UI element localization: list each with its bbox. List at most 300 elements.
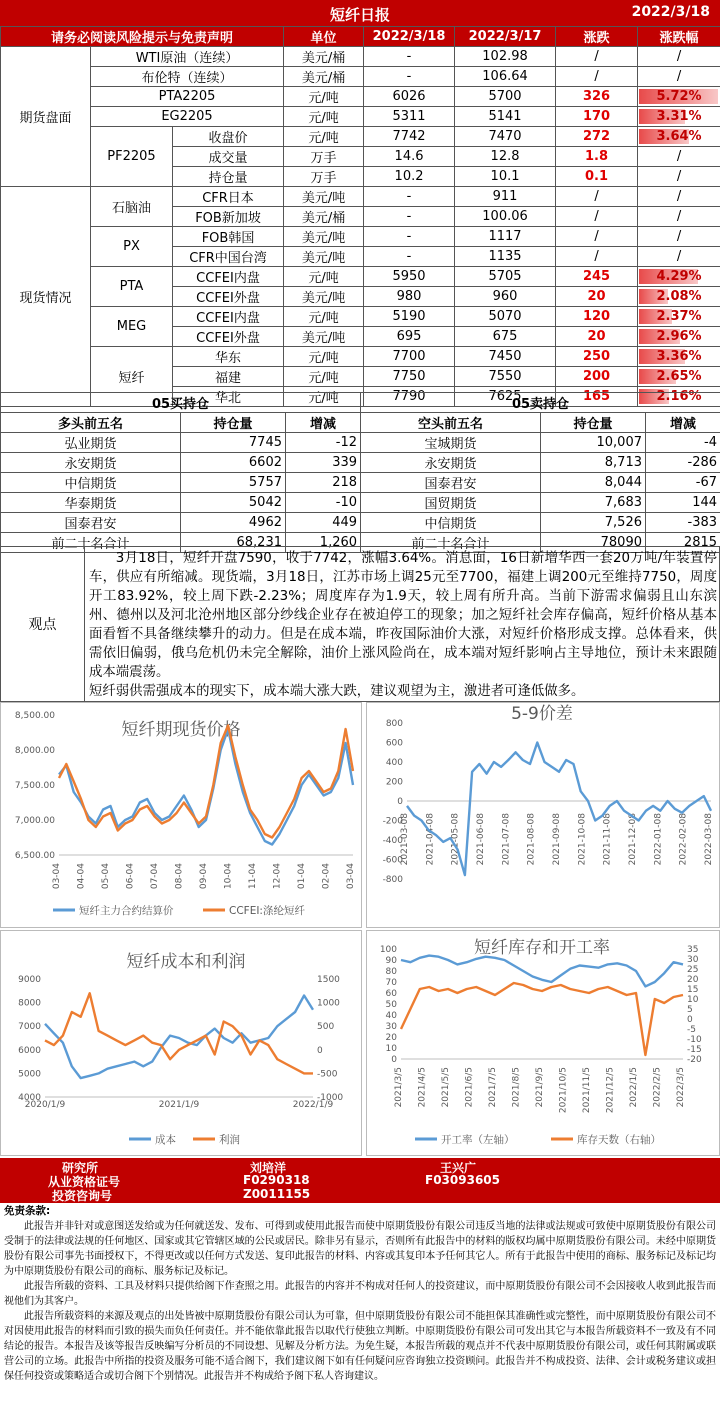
value-change: 272	[556, 127, 638, 147]
item-unit: 元/吨	[284, 307, 364, 327]
position-row	[361, 493, 720, 513]
value-change: /	[556, 47, 638, 67]
value-change: 165	[556, 387, 638, 407]
item-name: WTI原油（连续）	[91, 47, 284, 67]
y-tick-label: 70	[385, 978, 397, 988]
pct-bar-cell	[638, 327, 720, 347]
legend-label: 利润	[219, 1134, 240, 1146]
value-date2: 7550	[455, 367, 556, 387]
position-row	[361, 453, 720, 473]
member-name: 华泰期货	[1, 493, 181, 513]
x-tick-label: 2021-08-08	[526, 813, 537, 866]
x-tick-label: 06-04	[125, 863, 136, 890]
long-h2: 持仓量	[181, 413, 286, 433]
value-date2: 960	[455, 287, 556, 307]
pct-text: 3.36%	[656, 349, 702, 364]
value-date2: 7625	[455, 387, 556, 407]
y2-tick-label: 1000	[317, 998, 340, 1009]
value-change: 170	[556, 107, 638, 127]
chart-futures-spot	[0, 702, 362, 928]
x-tick-label: 2021-05-08	[450, 813, 461, 866]
x-tick-label: 2021/9/5	[535, 1067, 545, 1108]
position-qty: 5042	[181, 493, 286, 513]
y-tick-label: 10	[385, 1044, 397, 1054]
view-paragraph-1: 3月18日，短纤开盘7590，收于7742，涨幅3.64%。消息面，16日新增华西一套20万吨/年装置停车，供应有所缩减。现货端，3月18日，江苏市场上调25元至7700，福建上调200元至维持7750，周度开工83.92%，较上周下跌-2.23%；周度库存为1.9天，较上周有所升高。当前下游需求偏弱且山东滨州、德州以及河北沧州地区部分纱线企业存在被迫停工的现象；加之短纤社会库存偏高，短纤价格从基本面看暂不具备继续攀升的动力。但是在成本端，昨夜国际油价大涨，对短纤价格形成支撑。总体看来，供需依旧偏弱，俄乌危机仍未完全解除，油价上涨风险尚在，成本端对短纤影响占主导地位，预计未来跟随成本端震荡。	[89, 551, 717, 680]
position-qty: 8,713	[541, 453, 646, 473]
value-date2: 102.98	[455, 47, 556, 67]
y-tick-label: 800	[385, 719, 403, 729]
x-tick-label: 2021-09-08	[552, 813, 562, 866]
item-unit: 美元/吨	[284, 187, 364, 207]
subgroup-label: PF2205	[91, 127, 173, 187]
value-date2: 7450	[455, 347, 556, 367]
y-tick-label: 50	[385, 1000, 397, 1010]
position-change: 2815	[646, 533, 720, 553]
analyst-a-inv: Z0011155	[243, 1187, 311, 1201]
legend-label: 短纤主力合约结算价	[79, 905, 174, 917]
y-tick-label: 8000	[18, 998, 41, 1009]
item-name: 收盘价	[173, 127, 284, 147]
value-change: /	[556, 227, 638, 247]
x-tick-label: 2021-10-08	[577, 813, 588, 866]
view-text	[89, 549, 717, 701]
disclaimer	[0, 1203, 720, 1408]
item-name: CCFEI内盘	[173, 307, 284, 327]
pct-bar-cell	[638, 127, 720, 147]
item-name: CCFEI外盘	[173, 287, 284, 307]
x-tick-label: 2022/2/5	[652, 1067, 663, 1108]
risk-notice: 请务必阅读风险提示与免责声明	[1, 27, 284, 47]
x-tick-label: 2022-03-08	[704, 813, 714, 866]
col-date1: 2022/3/18	[364, 27, 455, 47]
chart-title: 短纤期现货价格	[121, 720, 241, 740]
x-tick-label: 2021/6/5	[464, 1067, 475, 1108]
position-row	[361, 513, 720, 533]
position-change: 339	[286, 453, 361, 473]
y-tick-label: 60	[385, 989, 397, 999]
x-tick-label: 11-04	[248, 863, 258, 890]
long-h3: 增减	[286, 413, 361, 433]
item-unit: 元/吨	[284, 347, 364, 367]
y2-tick-label: 35	[687, 945, 699, 955]
y-tick-label: 80	[385, 967, 397, 977]
disclaimer-title: 免责条款:	[4, 1205, 51, 1217]
x-tick-label: 10-04	[223, 863, 234, 890]
y2-tick-label: -10	[687, 1035, 702, 1045]
y-tick-label: 8,500.00	[14, 711, 55, 721]
item-unit: 美元/桶	[284, 67, 364, 87]
y-tick-label: 9000	[18, 975, 41, 985]
short-h1: 空头前五名	[361, 413, 541, 433]
short-position-table	[360, 392, 720, 553]
value-date1: 980	[364, 287, 455, 307]
disclaimer-p3: 此报告所载资料的来源及观点的出处皆被中原期货股份有限公司认为可靠，但中原期货股份有限公司不能担保其准确性或完整性，而中原期货股份有限公司不对因使用此报告的材料而引致的损失而负任何责任。并不能依靠此报告以取代行使独立判断。中原期货股份有限公司可发出其它与本报告所载资料不一致及有不同结论的报告。本报告及该等报告反映编写分析员的不同设想、见解及分析方法。为免生疑，本报告所载的观点并不代表中原期货股份有限公司，或任何其附属或联营公司的立场。此报告中所指的投资及服务可能不适合阁下，我们建议阁下如有任何疑问应咨询独立投资顾问。此报告并不构成投资、法律、会计或税务建议或担保任何投资或策略适合或切合阁下个别情况。此报告并不构成给予阁下私人咨询建议。	[4, 1311, 716, 1382]
pct-bar-cell	[638, 87, 720, 107]
x-tick-label: 2021/7/5	[488, 1067, 498, 1108]
price-row	[1, 107, 720, 127]
price-row	[1, 307, 720, 327]
value-change: 20	[556, 327, 638, 347]
y-tick-label: 5000	[18, 1069, 41, 1080]
item-unit: 万手	[284, 167, 364, 187]
x-tick-label: 05-04	[101, 863, 111, 890]
value-date1: 7700	[364, 347, 455, 367]
item-unit: 美元/吨	[284, 227, 364, 247]
y-tick-label: 0	[397, 797, 403, 807]
x-tick-label: 2022/3/5	[676, 1067, 686, 1108]
pct-bar-cell	[638, 287, 720, 307]
item-name: 福建	[173, 367, 284, 387]
pct-bar-cell	[638, 347, 720, 367]
x-tick-label: 2021/1/9	[158, 1100, 200, 1110]
report-date: 2022/3/18	[631, 4, 710, 20]
chart-cost-profit	[0, 930, 362, 1156]
member-name: 弘业期货	[1, 433, 181, 453]
pct-text: 3.64%	[656, 129, 702, 144]
item-name: 成交量	[173, 147, 284, 167]
item-name: 华北	[173, 387, 284, 407]
y2-tick-label: 30	[687, 955, 699, 965]
y-tick-label: 90	[385, 956, 397, 966]
y-tick-label: -800	[382, 875, 403, 885]
col-pct: 涨跌幅	[638, 27, 720, 47]
position-qty: 6602	[181, 453, 286, 473]
value-date1: 7790	[364, 387, 455, 407]
y-tick-label: 7,000.00	[14, 816, 55, 826]
group-label: 现货情况	[1, 187, 91, 407]
value-pct: /	[638, 167, 720, 187]
value-change: /	[556, 67, 638, 87]
y2-tick-label: 15	[687, 985, 699, 995]
price-table	[0, 26, 720, 407]
position-qty: 78090	[541, 533, 646, 553]
value-date1: -	[364, 67, 455, 87]
item-unit: 美元/桶	[284, 47, 364, 67]
member-name: 国贸期货	[361, 493, 541, 513]
member-name: 前二十名合计	[1, 533, 181, 553]
value-change: /	[556, 207, 638, 227]
value-date2: 10.1	[455, 167, 556, 187]
x-tick-label: 04-04	[76, 863, 87, 890]
x-tick-label: 12-04	[272, 863, 283, 890]
x-tick-label: 2021/8/5	[511, 1067, 522, 1108]
item-name: CFR日本	[173, 187, 284, 207]
value-date1: 5950	[364, 267, 455, 287]
y-tick-label: 20	[385, 1033, 397, 1043]
y2-tick-label: 5	[687, 1005, 693, 1015]
pct-text: 2.65%	[656, 369, 702, 384]
y-tick-label: 40	[385, 1011, 397, 1021]
chart-title: 5-9价差	[511, 704, 573, 724]
subgroup-label: PTA	[91, 267, 173, 307]
x-tick-label: 2021-06-08	[476, 813, 486, 866]
x-tick-label: 03-04	[52, 863, 62, 890]
value-date1: 10.2	[364, 167, 455, 187]
member-name: 永安期货	[1, 453, 181, 473]
position-qty: 7,526	[541, 513, 646, 533]
value-change: 1.8	[556, 147, 638, 167]
y-tick-label: 4000	[18, 1093, 41, 1103]
value-pct: /	[638, 187, 720, 207]
position-change: -4	[646, 433, 720, 453]
value-change: /	[556, 247, 638, 267]
x-tick-label: 2021-03-08	[400, 813, 410, 866]
item-name: FOB韩国	[173, 227, 284, 247]
value-date2: 5700	[455, 87, 556, 107]
y2-tick-label: 500	[317, 1022, 335, 1033]
price-row	[1, 347, 720, 367]
item-name: CCFEI外盘	[173, 327, 284, 347]
legend-label: 开工率（左轴）	[441, 1134, 515, 1146]
value-date2: 100.06	[455, 207, 556, 227]
value-change: /	[556, 187, 638, 207]
y2-tick-label: -500	[317, 1069, 338, 1080]
y-tick-label: 6000	[18, 1045, 41, 1056]
position-change: -67	[646, 473, 720, 493]
value-pct: /	[638, 67, 720, 87]
position-row	[1, 453, 361, 473]
value-date1: -	[364, 247, 455, 267]
value-pct: /	[638, 47, 720, 67]
legend-label: CCFEI:涤纶短纤	[229, 905, 305, 917]
price-row	[1, 267, 720, 287]
position-row	[1, 513, 361, 533]
disclaimer-p1: 此报告并非针对或意图送发给或为任何就送发、发布、可得到或使用此报告而使中原期货股份有限公司违反当地的法律或法规或可致使中原期货股份有限公司受制于的法律或法规的任何地区、国家或其它管辖区域的公民或居民。除非另有显示，否则所有此报告中的材料的版权均属中原期货股份有限公司。未经中原期货股份有限公司事先书面授权下，不得更改或以任何方式发送、复印此报告的材料、内容或其复印本予任何其它人。所有于此报告中使用的商标、服务标记及标记均为中原期货股份有限公司的商标、服务标记及标记。	[4, 1221, 716, 1277]
price-table-header	[1, 27, 720, 47]
position-change: 218	[286, 473, 361, 493]
position-qty: 68,231	[181, 533, 286, 553]
long-h1: 多头前五名	[1, 413, 181, 433]
price-row	[1, 47, 720, 67]
analyst-bar	[0, 1158, 720, 1203]
value-pct: /	[638, 207, 720, 227]
item-name: CFR中国台湾	[173, 247, 284, 267]
col-date2: 2022/3/17	[455, 27, 556, 47]
series-line-0	[401, 956, 683, 987]
value-date2: 675	[455, 327, 556, 347]
value-date1: 7742	[364, 127, 455, 147]
pct-bar-cell	[638, 367, 720, 387]
y2-tick-label: 0	[687, 1015, 693, 1025]
item-unit: 元/吨	[284, 387, 364, 407]
position-change: 144	[646, 493, 720, 513]
pct-text: 2.37%	[656, 309, 702, 324]
pct-text: 2.16%	[656, 389, 702, 404]
position-change: -10	[286, 493, 361, 513]
report-title: 短纤日报	[329, 6, 390, 24]
x-tick-label: 01-04	[297, 863, 307, 890]
value-change: 326	[556, 87, 638, 107]
position-row	[1, 433, 361, 453]
x-tick-label: 2022/1/9	[292, 1100, 334, 1110]
pct-text: 4.29%	[656, 269, 702, 284]
col-unit: 单位	[284, 27, 364, 47]
item-name: 华东	[173, 347, 284, 367]
analyst-a-cert: F0290318	[243, 1173, 310, 1187]
value-date2: 7470	[455, 127, 556, 147]
y-tick-label: 0	[391, 1055, 397, 1065]
price-row	[1, 227, 720, 247]
position-change: 1,260	[286, 533, 361, 553]
y-tick-label: 400	[385, 758, 403, 768]
x-tick-label: 03-04	[346, 863, 356, 890]
position-change: -12	[286, 433, 361, 453]
value-date2: 1117	[455, 227, 556, 247]
x-tick-label: 2022-02-08	[678, 813, 689, 866]
short-h2: 持仓量	[541, 413, 646, 433]
item-unit: 元/吨	[284, 127, 364, 147]
value-date1: 7750	[364, 367, 455, 387]
item-name: 布伦特（连续）	[91, 67, 284, 87]
item-name: PTA2205	[91, 87, 284, 107]
item-name: EG2205	[91, 107, 284, 127]
value-date1: -	[364, 187, 455, 207]
x-tick-label: 2021/3/5	[394, 1067, 404, 1108]
member-name: 永安期货	[361, 453, 541, 473]
y-tick-label: 600	[385, 738, 403, 749]
pct-bar-cell	[638, 107, 720, 127]
legend-label: 库存天数（右轴）	[577, 1134, 661, 1146]
label-inv: 投资咨询号	[52, 1189, 113, 1203]
series-line-0	[59, 729, 353, 845]
value-date2: 5705	[455, 267, 556, 287]
x-tick-label: 02-04	[321, 863, 332, 890]
position-change: 449	[286, 513, 361, 533]
y-tick-label: 7,500.00	[14, 781, 55, 791]
position-qty: 10,007	[541, 433, 646, 453]
y-tick-label: -200	[382, 816, 403, 827]
value-change: 0.1	[556, 167, 638, 187]
chart-inventory-run	[366, 930, 720, 1156]
x-tick-label: 2020/1/9	[24, 1100, 66, 1110]
report-title-bar	[0, 0, 720, 26]
short-title: 05卖持仓	[361, 393, 720, 413]
price-row	[1, 67, 720, 87]
legend-label: 成本	[155, 1134, 176, 1146]
item-unit: 美元/桶	[284, 207, 364, 227]
value-change: 200	[556, 367, 638, 387]
value-pct: /	[638, 227, 720, 247]
x-tick-label: 2021/4/5	[417, 1067, 428, 1108]
price-row	[1, 187, 720, 207]
value-date2: 5070	[455, 307, 556, 327]
group-label: 期货盘面	[1, 47, 91, 187]
y-tick-label: 200	[385, 777, 403, 788]
y2-tick-label: -5	[687, 1025, 696, 1035]
y-tick-label: 8,000.00	[14, 746, 55, 756]
x-tick-label: 2021/10/5	[558, 1067, 569, 1114]
value-change: 120	[556, 307, 638, 327]
item-unit: 元/吨	[284, 107, 364, 127]
chart-spread	[366, 702, 720, 928]
y2-tick-label: -1000	[317, 1093, 344, 1103]
x-tick-label: 08-04	[174, 863, 185, 890]
label-cert: 从业资格证号	[48, 1175, 121, 1189]
value-date1: 6026	[364, 87, 455, 107]
x-tick-label: 2022/1/5	[629, 1067, 639, 1108]
y2-tick-label: 25	[687, 965, 699, 975]
price-row	[1, 127, 720, 147]
value-date2: 5141	[455, 107, 556, 127]
position-row	[361, 473, 720, 493]
value-date1: 695	[364, 327, 455, 347]
subgroup-label: MEG	[91, 307, 173, 347]
value-date1: -	[364, 47, 455, 67]
y-tick-label: 6,500.00	[14, 851, 55, 861]
position-change: -286	[646, 453, 720, 473]
x-tick-label: 09-04	[199, 863, 209, 890]
label-institute: 研究所	[62, 1161, 99, 1175]
y2-tick-label: 1500	[317, 975, 340, 985]
member-name: 中信期货	[361, 513, 541, 533]
y2-tick-label: 10	[687, 995, 699, 1005]
item-unit: 美元/吨	[284, 247, 364, 267]
pct-bar-cell	[638, 307, 720, 327]
member-name: 国泰君安	[361, 473, 541, 493]
y2-tick-label: -15	[687, 1045, 702, 1055]
pct-text: 2.96%	[656, 329, 702, 344]
price-row	[1, 87, 720, 107]
view-paragraph-2: 短纤弱供需强成本的现实下，成本端大涨大跌，建议观望为主，激进者可逢低做多。	[89, 684, 585, 699]
value-change: 245	[556, 267, 638, 287]
position-qty: 4962	[181, 513, 286, 533]
x-tick-label: 2021-12-08	[628, 813, 638, 866]
position-qty: 7745	[181, 433, 286, 453]
item-unit: 元/吨	[284, 367, 364, 387]
subgroup-label: PX	[91, 227, 173, 267]
member-name: 中信期货	[1, 473, 181, 493]
pct-text: 5.72%	[656, 89, 702, 104]
short-h3: 增减	[646, 413, 720, 433]
series-line-1	[401, 983, 683, 1055]
value-date1: -	[364, 207, 455, 227]
view-label: 观点	[1, 547, 85, 701]
value-date2: 12.8	[455, 147, 556, 167]
disclaimer-p2: 此报告所载的资料、工具及材料只提供给阁下作查照之用。此报告的内容并不构成对任何人的投资建议，而中原期货股份有限公司不会因接收人收到此报告而视他们为其客户。	[4, 1281, 716, 1307]
value-date1: 5190	[364, 307, 455, 327]
x-tick-label: 2021-04-08	[425, 813, 436, 866]
item-unit: 元/吨	[284, 267, 364, 287]
value-date2: 911	[455, 187, 556, 207]
position-change: -383	[646, 513, 720, 533]
y-tick-label: -400	[382, 836, 403, 846]
position-qty: 7,683	[541, 493, 646, 513]
item-unit: 美元/吨	[284, 327, 364, 347]
y2-tick-label: 0	[317, 1045, 323, 1056]
y-tick-label: 30	[385, 1022, 397, 1032]
y-tick-label: 100	[379, 945, 397, 955]
item-unit: 美元/吨	[284, 287, 364, 307]
x-tick-label: 2021/5/5	[441, 1067, 451, 1108]
value-pct: /	[638, 147, 720, 167]
position-qty: 5757	[181, 473, 286, 493]
y2-tick-label: -20	[687, 1055, 702, 1065]
member-name: 宝城期货	[361, 433, 541, 453]
pct-bar-cell	[638, 267, 720, 287]
value-date1: 14.6	[364, 147, 455, 167]
x-tick-label: 2021/11/5	[582, 1067, 592, 1114]
long-title: 05买持仓	[1, 393, 361, 413]
x-tick-label: 2021-07-08	[501, 813, 512, 866]
chart-title: 短纤成本和利润	[126, 952, 246, 972]
chart-title: 短纤库存和开工率	[474, 938, 610, 958]
col-change: 涨跌	[556, 27, 638, 47]
value-date2: 1135	[455, 247, 556, 267]
x-tick-label: 2022-01-08	[653, 813, 664, 866]
member-name: 前二十名合计	[361, 533, 541, 553]
analyst-b-name: 王兴广	[440, 1161, 477, 1175]
market-view	[0, 546, 720, 702]
